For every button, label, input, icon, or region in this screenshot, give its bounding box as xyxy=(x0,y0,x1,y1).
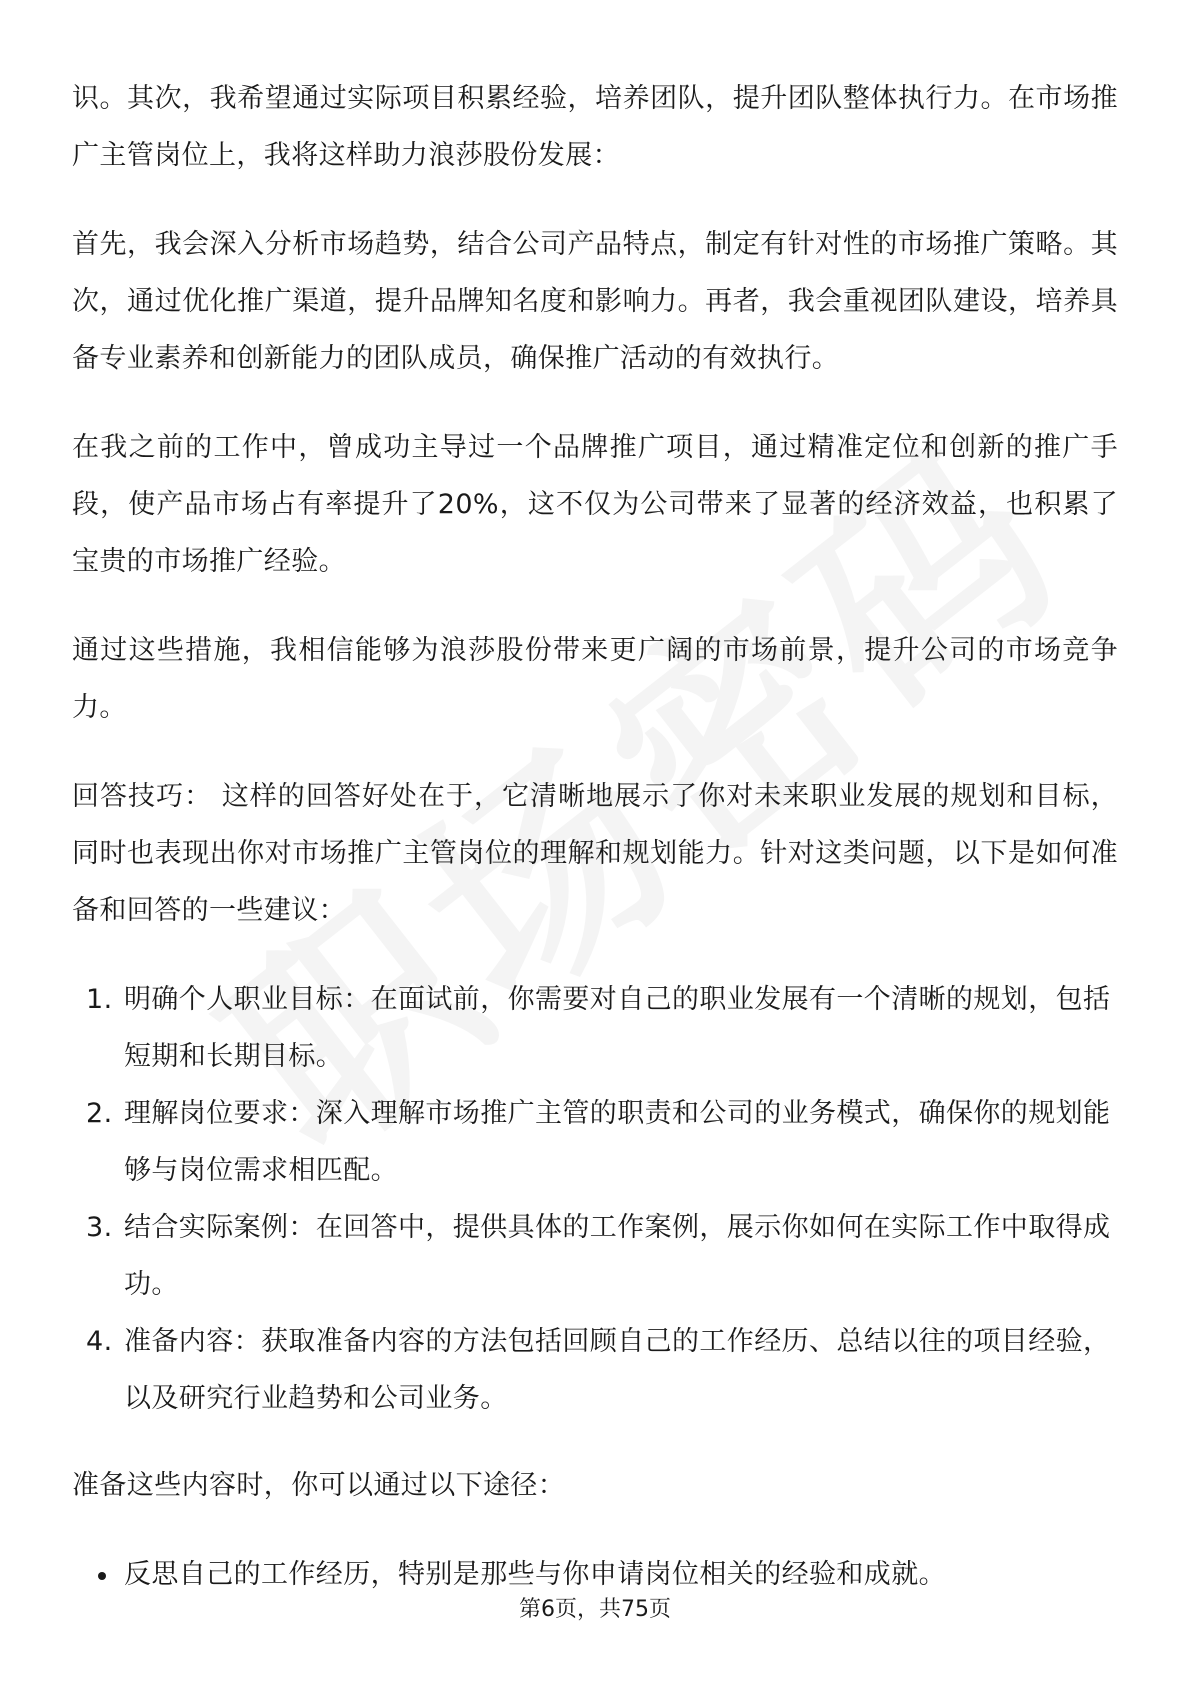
list-item xyxy=(72,1085,1118,1199)
paragraph: 在我之前的工作中，曾成功主导过一个品牌推广项目，通过精准定位和创新的推广手段，使产品市场占有率提升了20%，这不仅为公司带来了显著的经济效益，也积累了宝贵的市场推广经验。 xyxy=(72,432,1118,577)
paragraph: 识。其次，我希望通过实际项目积累经验，培养团队，提升团队整体执行力。在市场推广主管岗位上，我将这样助力浪莎股份发展： xyxy=(72,83,1118,171)
list-item-text: 准备内容：获取准备内容的方法包括回顾自己的工作经历、总结以往的项目经验，以及研究行业趋势和公司业务。 xyxy=(124,1326,1111,1414)
list-number: 3. xyxy=(86,1212,113,1243)
ways-intro: 准备这些内容时，你可以通过以下途径： xyxy=(72,1470,566,1501)
list-item-text: 理解岗位要求：深入理解市场推广主管的职责和公司的业务模式，确保你的规划能够与岗位需求相匹配。 xyxy=(124,1098,1111,1186)
list-item xyxy=(72,1199,1118,1313)
tips-list xyxy=(72,971,1118,1427)
list-item xyxy=(72,1313,1118,1427)
list-item-text: 结合实际案例：在回答中，提供具体的工作案例，展示你如何在实际工作中取得成功。 xyxy=(124,1212,1111,1300)
list-item-text: 明确个人职业目标：在面试前，你需要对自己的职业发展有一个清晰的规划，包括短期和长期目标。 xyxy=(124,984,1111,1072)
list-item-text: 反思自己的工作经历，特别是那些与你申请岗位相关的经验和成就。 xyxy=(124,1559,946,1590)
list-number: 2. xyxy=(86,1098,113,1129)
paragraph: 通过这些措施，我相信能够为浪莎股份带来更广阔的市场前景，提升公司的市场竞争力。 xyxy=(72,635,1118,723)
list-item xyxy=(72,971,1118,1085)
paragraph: 首先，我会深入分析市场趋势，结合公司产品特点，制定有针对性的市场推广策略。其次，通过优化推广渠道，提升品牌知名度和影响力。再者，我会重视团队建设，培养具备专业素养和创新能力的团队成员，确保推广活动的有效执行。 xyxy=(72,229,1118,374)
bullet-icon xyxy=(98,1572,106,1580)
list-number: 1. xyxy=(86,984,113,1015)
answer-tips-paragraph: 回答技巧： 这样的回答好处在于，它清晰地展示了你对未来职业发展的规划和目标，同时也表现出你对市场推广主管岗位的理解和规划能力。针对这类问题，以下是如何准备和回答的一些建议： xyxy=(72,781,1118,926)
page-footer: 第6页，共75页 xyxy=(519,1597,671,1622)
list-number: 4. xyxy=(86,1326,113,1357)
document-body xyxy=(72,70,1118,1603)
